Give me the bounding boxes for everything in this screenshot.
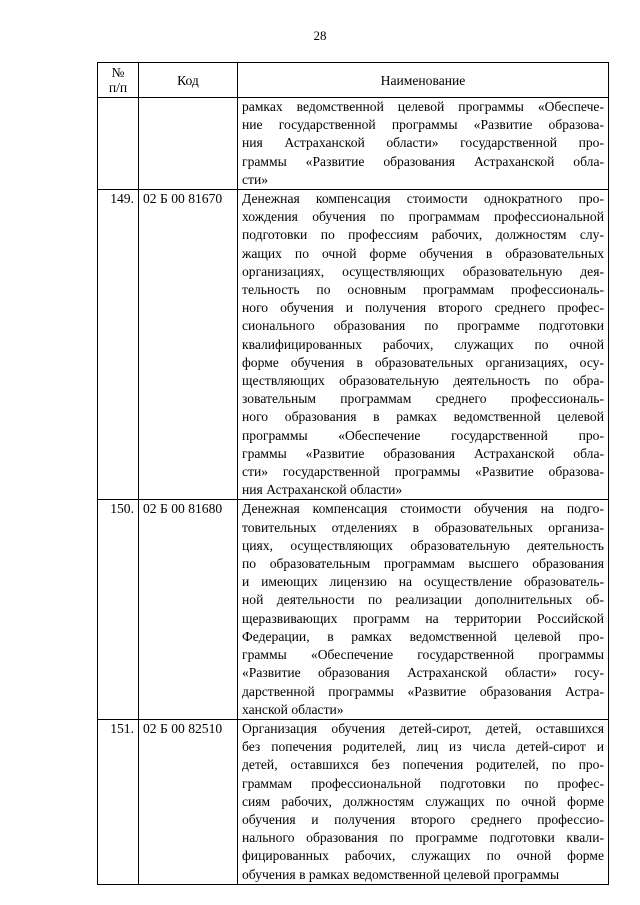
name-line: циях, осуществляющих образовательную деятельность: [242, 537, 604, 553]
name-line: товительных отделениях в образовательных организа-: [242, 519, 604, 535]
name-line: жащих по очной форме обучения в образовательных: [242, 245, 604, 261]
name-line: граммы «Развитие образования Астраханской обла-: [242, 445, 604, 461]
name-line: Федерации, в рамках ведомственной целевой про-: [242, 628, 604, 644]
row-number: 151.: [98, 719, 139, 884]
table-row: [98, 98, 609, 190]
name-line: детей, оставшихся без попечения родителей, по про-: [242, 757, 604, 773]
name-line: Организация обучения детей-сирот, детей, оставшихся: [242, 720, 604, 736]
row-name: [238, 190, 609, 500]
name-line: обучения в рамках ведомственной целевой программы: [242, 866, 560, 882]
name-line: ного образования в рамках ведомственной целевой: [242, 409, 604, 425]
row-number: 149.: [98, 190, 139, 500]
row-code: 02 Б 00 81670: [139, 190, 238, 500]
budget-codes-table: [97, 62, 609, 885]
name-line: квалифицированных рабочих, служащих по очной: [242, 336, 604, 352]
name-line: сти» государственной программы «Развитие образова-: [242, 464, 604, 480]
name-line: и имеющих лицензию на осуществление образователь-: [242, 574, 604, 590]
name-line: организациях, осуществляющих образовательную дея-: [242, 263, 604, 279]
name-line: сти»: [242, 171, 269, 187]
table-row: [98, 500, 609, 719]
row-name: [238, 98, 609, 190]
name-line: без попечения родителей, лиц из числа детей-сирот и: [242, 739, 604, 755]
name-line: тельность по основным программам профессиональ-: [242, 282, 604, 298]
name-line: ществляющих образовательную деятельность по обра-: [242, 373, 604, 389]
name-line: ной деятельности по реализации дополнительных об-: [242, 592, 604, 608]
table-header-row: [98, 63, 609, 98]
name-line: сионального образования по программе подготовки: [242, 318, 604, 334]
name-line: ного обучения и получения второго среднего профес-: [242, 300, 604, 316]
name-line: зовательным программам среднего профессиональ-: [242, 391, 604, 407]
name-line: Денежная компенсация стоимости обучения на подго-: [242, 501, 604, 517]
table-body: [98, 98, 609, 885]
header-name: Наименование: [238, 63, 609, 98]
row-name: [238, 500, 609, 719]
header-number-symbol: №: [111, 65, 125, 80]
name-line: фицированных рабочих, служащих по очной форме: [242, 848, 604, 864]
name-line: Денежная компенсация стоимости однократного про-: [242, 191, 604, 207]
name-line: обучения и получения второго среднего профессио-: [242, 811, 604, 827]
name-line: «Развитие образования Астраханской области» госу-: [242, 665, 604, 681]
page-number: 28: [313, 28, 327, 43]
name-line: программы «Обеспечение государственной про-: [242, 427, 604, 443]
header-number-abbr: п/п: [108, 80, 128, 95]
name-line: граммы «Развитие образования Астраханской обла-: [242, 153, 604, 169]
name-line: подготовки по профессиям рабочих, должностям слу-: [242, 227, 604, 243]
name-line: форме обучения в образовательных организациях, осу-: [242, 354, 604, 370]
name-line: ния Астраханской области»: [242, 482, 403, 498]
row-code: 02 Б 00 81680: [139, 500, 238, 719]
row-name: [238, 719, 609, 884]
name-line: ние государственной программы «Развитие образова-: [242, 117, 604, 133]
row-code: [139, 98, 238, 190]
name-line: ния Астраханской области» государственной про-: [242, 135, 604, 151]
name-line: нального образования по программе подготовки квали-: [242, 830, 604, 846]
table-row: [98, 719, 609, 884]
name-line: дарственной программы «Развитие образования Астра-: [242, 683, 604, 699]
row-number: 150.: [98, 500, 139, 719]
name-line: граммы «Обеспечение государственной программы: [242, 647, 604, 663]
name-line: хождения обучения по программам профессиональной: [242, 209, 604, 225]
row-code: 02 Б 00 82510: [139, 719, 238, 884]
header-number: [98, 63, 139, 98]
header-code: Код: [139, 63, 238, 98]
name-line: ханской области»: [242, 701, 344, 717]
name-line: щеразвивающих программ на территории Российской: [242, 610, 604, 626]
table-row: [98, 190, 609, 500]
name-line: по образовательным программам высшего образования: [242, 556, 604, 572]
name-line: рамках ведомственной целевой программы «Обеспече-: [242, 99, 604, 114]
name-line: граммам профессиональной подготовки по профес-: [242, 775, 604, 791]
name-line: сиям рабочих, должностям служащих по очной форме: [242, 793, 604, 809]
row-number: [98, 98, 139, 190]
